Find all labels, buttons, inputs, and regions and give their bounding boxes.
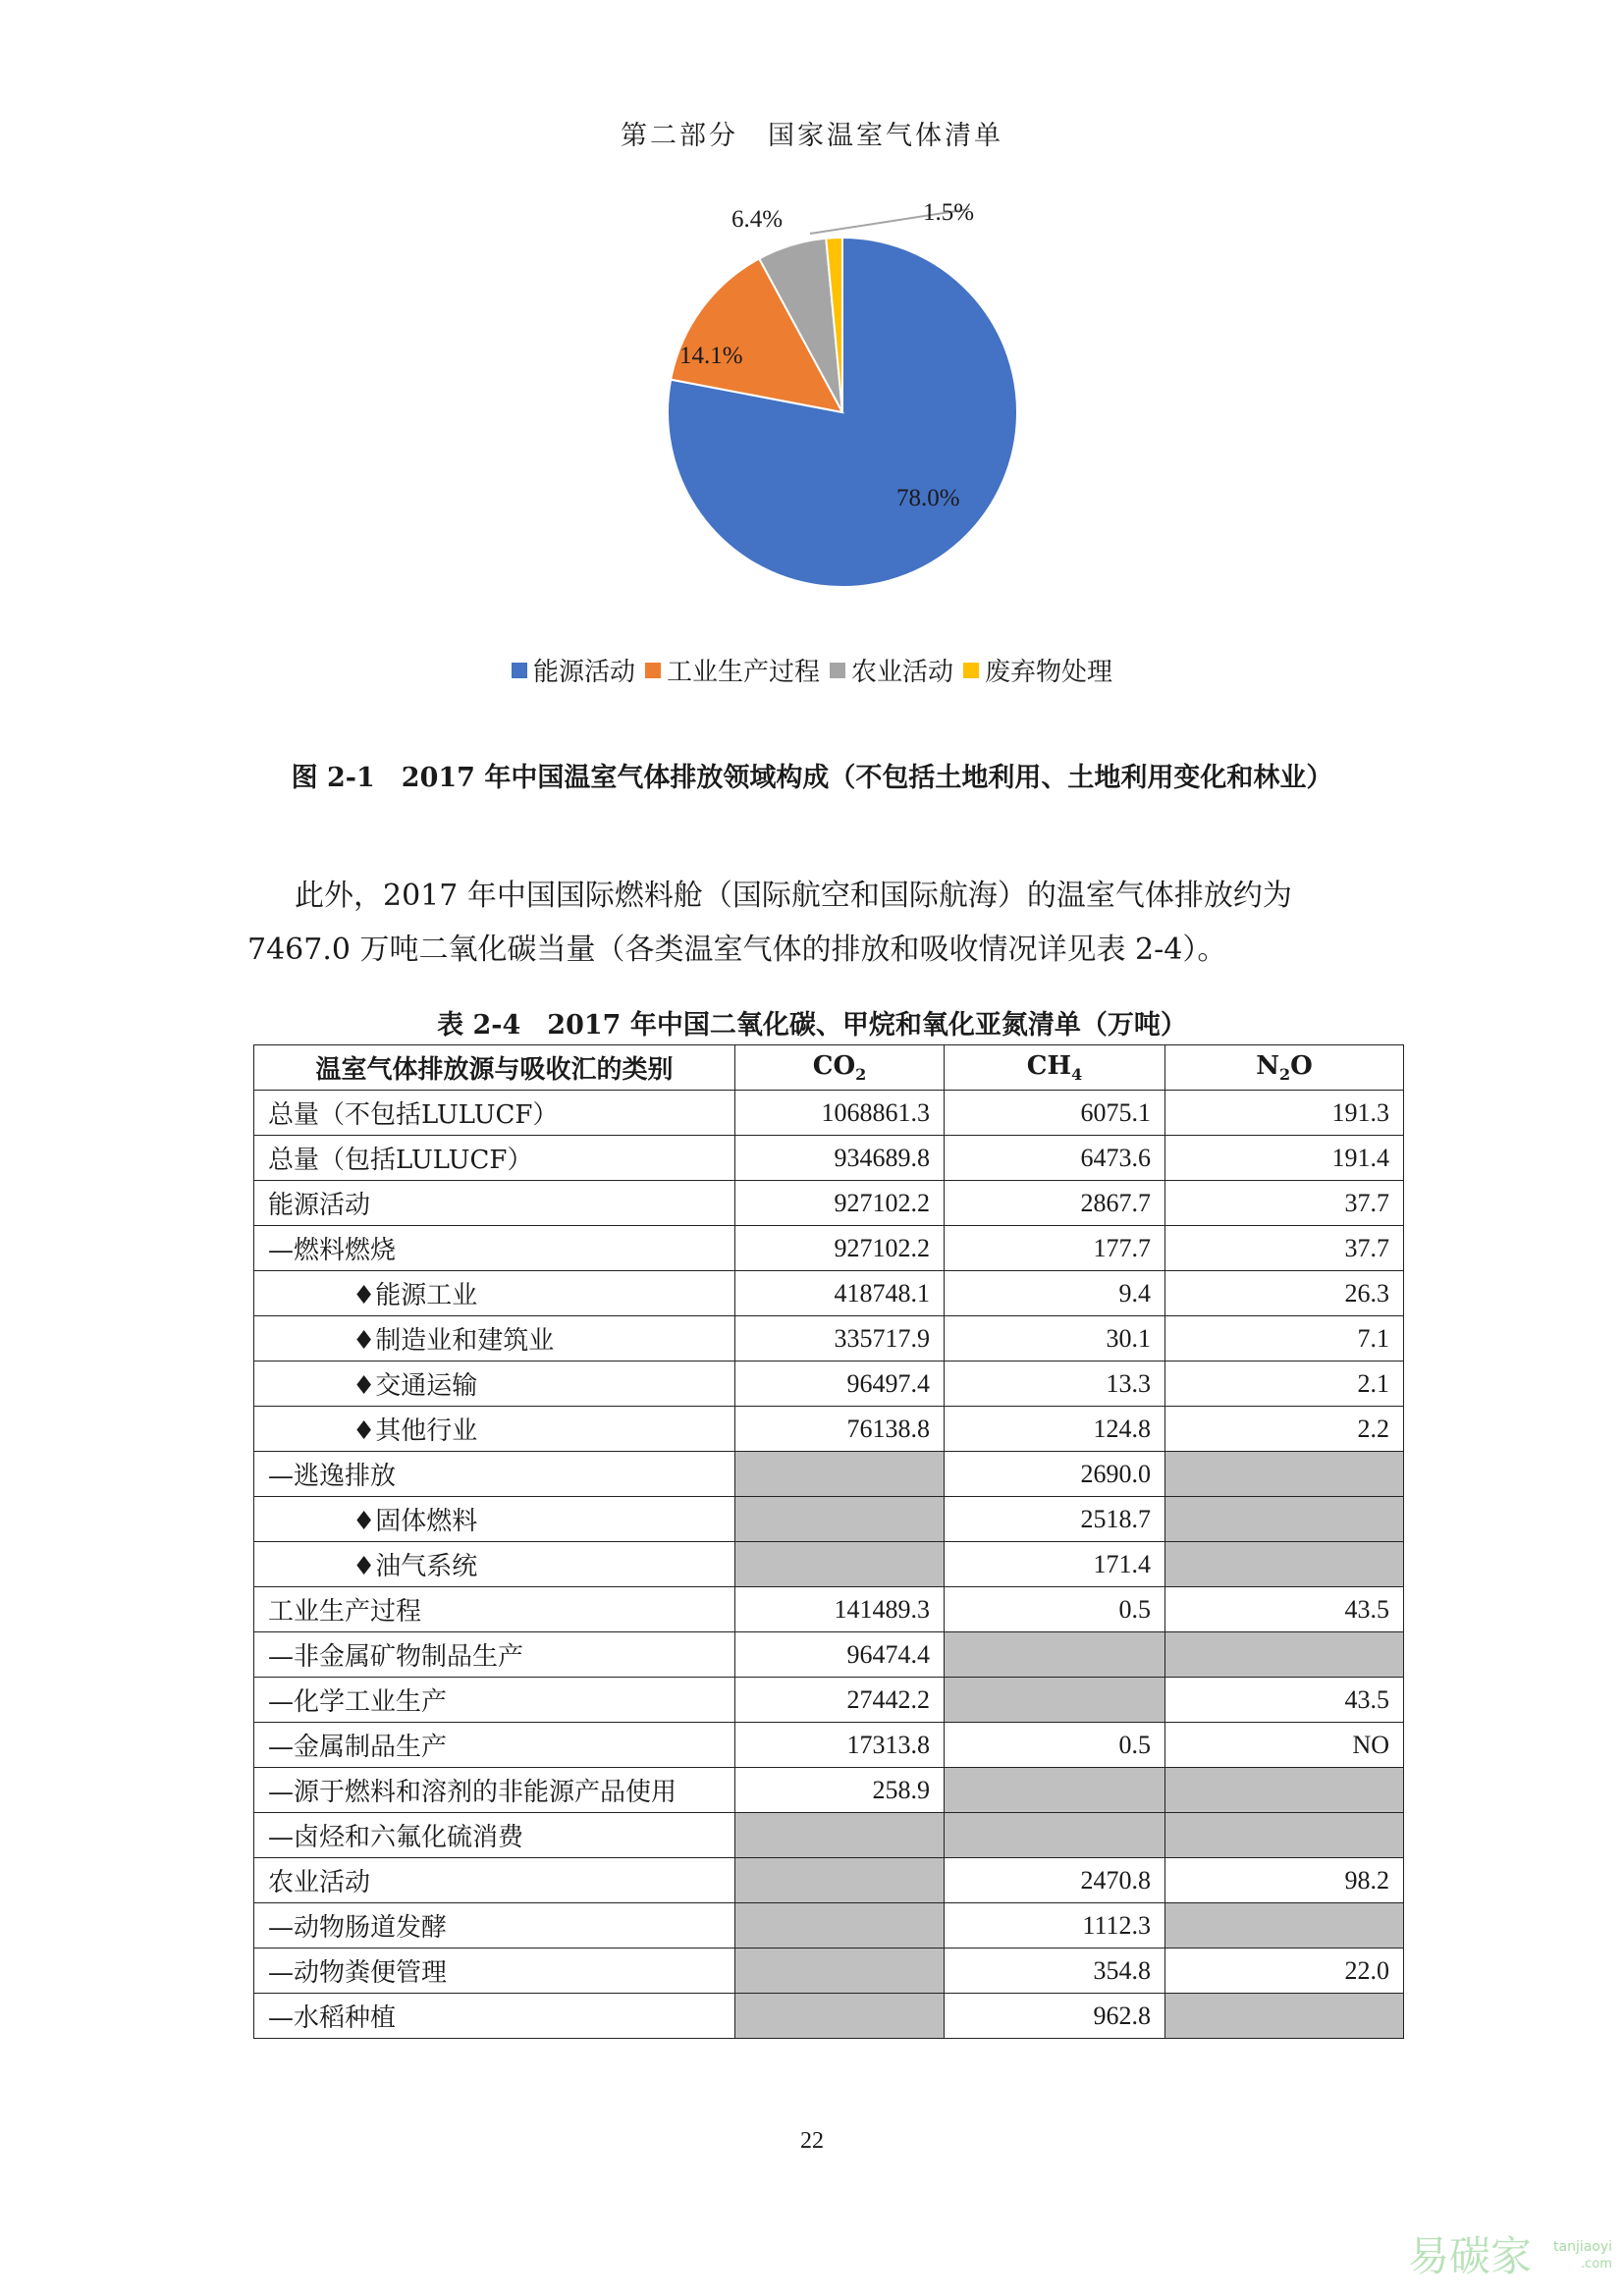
cell-n2o: 43.5 — [1165, 1587, 1404, 1632]
row-label: —动物肠道发酵 — [254, 1903, 735, 1949]
table-caption: 表 2-4 2017 年中国二氧化碳、甲烷和氧化亚氮清单（万吨） — [437, 1010, 1187, 1041]
cell-n2o: NO — [1165, 1723, 1404, 1768]
cell-n2o — [1165, 1497, 1404, 1542]
legend-swatch — [512, 663, 527, 678]
body-paragraph — [247, 869, 1406, 977]
cell-ch4: 9.4 — [945, 1271, 1165, 1316]
cell-co2: 27442.2 — [735, 1678, 945, 1723]
cell-co2 — [735, 1497, 945, 1542]
figure-caption: 图 2-1 2017 年中国温室气体排放领域构成（不包括土地利用、土地利用变化和林业） — [291, 763, 1333, 793]
table-row — [254, 1362, 1404, 1407]
header-category: 温室气体排放源与吸收汇的类别 — [254, 1045, 735, 1091]
cell-co2 — [735, 1949, 945, 1994]
cell-co2 — [735, 1452, 945, 1497]
table-row — [254, 1452, 1404, 1497]
row-label: ♦制造业和建筑业 — [254, 1316, 735, 1362]
cell-n2o: 7.1 — [1165, 1316, 1404, 1362]
cell-ch4: 2690.0 — [945, 1452, 1165, 1497]
table-row — [254, 1407, 1404, 1452]
cell-ch4: 177.7 — [945, 1226, 1165, 1271]
cell-ch4: 171.4 — [945, 1542, 1165, 1587]
row-label: —卤烃和六氟化硫消费 — [254, 1813, 735, 1858]
cell-ch4: 6473.6 — [945, 1136, 1165, 1181]
cell-n2o — [1165, 1632, 1404, 1678]
row-label: —逃逸排放 — [254, 1452, 735, 1497]
pie-chart — [609, 201, 1051, 614]
cell-co2 — [735, 1858, 945, 1903]
cell-co2: 96497.4 — [735, 1362, 945, 1407]
row-label: ♦固体燃料 — [254, 1497, 735, 1542]
legend-swatch — [963, 663, 979, 678]
table-row — [254, 1678, 1404, 1723]
row-label: —金属制品生产 — [254, 1723, 735, 1768]
legend-label: 农业活动 — [851, 658, 954, 687]
cell-co2: 141489.3 — [735, 1587, 945, 1632]
page-number: 22 — [800, 2128, 824, 2154]
cell-co2: 335717.9 — [735, 1316, 945, 1362]
cell-n2o: 2.2 — [1165, 1407, 1404, 1452]
cell-ch4 — [945, 1813, 1165, 1858]
table-row — [254, 1723, 1404, 1768]
table-row — [254, 1949, 1404, 1994]
table-row — [254, 1903, 1404, 1949]
cell-ch4 — [945, 1768, 1165, 1813]
cell-co2 — [735, 1542, 945, 1587]
legend-swatch — [830, 663, 845, 678]
legend-item-industry — [645, 652, 820, 688]
row-label: —源于燃料和溶剂的非能源产品使用 — [254, 1768, 735, 1813]
row-label: ♦交通运输 — [254, 1362, 735, 1407]
row-label: —动物粪便管理 — [254, 1949, 735, 1994]
cell-co2: 927102.2 — [735, 1226, 945, 1271]
table-row — [254, 1542, 1404, 1587]
cell-co2: 1068861.3 — [735, 1091, 945, 1136]
table-row — [254, 1226, 1404, 1271]
watermark-dot: .com — [1581, 2257, 1612, 2271]
cell-ch4: 13.3 — [945, 1362, 1165, 1407]
table-row — [254, 1858, 1404, 1903]
header-ch4: $CH_4$ — [945, 1045, 1165, 1091]
legend-label: 能源活动 — [532, 658, 635, 687]
table-row — [254, 1271, 1404, 1316]
cell-n2o — [1165, 1542, 1404, 1587]
header-n2o: $N_2O$ — [1165, 1045, 1404, 1091]
cell-ch4: 2470.8 — [945, 1858, 1165, 1903]
cell-co2: 927102.2 — [735, 1181, 945, 1226]
cell-ch4: 354.8 — [945, 1949, 1165, 1994]
row-label: —水稻种植 — [254, 1994, 735, 2039]
row-label: —非金属矿物制品生产 — [254, 1632, 735, 1678]
cell-n2o: 37.7 — [1165, 1181, 1404, 1226]
cell-n2o: 37.7 — [1165, 1226, 1404, 1271]
cell-ch4 — [945, 1632, 1165, 1678]
watermark-sub: tanjiaoyi — [1553, 2239, 1613, 2255]
cell-ch4: 2518.7 — [945, 1497, 1165, 1542]
cell-ch4: 962.8 — [945, 1994, 1165, 2039]
table-header-row — [254, 1045, 1404, 1091]
row-label: ♦其他行业 — [254, 1407, 735, 1452]
row-label: ♦能源工业 — [254, 1271, 735, 1316]
watermark-logo — [1406, 2226, 1622, 2285]
row-label: —化学工业生产 — [254, 1678, 735, 1723]
legend-label: 废弃物处理 — [985, 658, 1113, 687]
row-label: 总量（包括LULUCF） — [254, 1136, 735, 1181]
legend-item-agriculture — [830, 652, 953, 688]
chart-legend — [0, 652, 1624, 688]
table-row — [254, 1994, 1404, 2039]
paragraph-line: 7467.0 万吨二氧化碳当量（各类温室气体的排放和吸收情况详见表 2-4）。 — [247, 933, 1227, 967]
cell-ch4 — [945, 1678, 1165, 1723]
table-row — [254, 1587, 1404, 1632]
cell-ch4: 1112.3 — [945, 1903, 1165, 1949]
header-co2: $CO_2$ — [735, 1045, 945, 1091]
legend-item-waste — [963, 652, 1112, 688]
row-label: 农业活动 — [254, 1858, 735, 1903]
cell-n2o — [1165, 1452, 1404, 1497]
emissions-table — [253, 1044, 1404, 2039]
row-label: 工业生产过程 — [254, 1587, 735, 1632]
cell-n2o: 191.3 — [1165, 1091, 1404, 1136]
slice-label-industry: 14.1% — [679, 343, 743, 369]
cell-n2o — [1165, 1813, 1404, 1858]
running-header: 第二部分 国家温室气体清单 — [621, 121, 1003, 151]
row-label: 总量（不包括LULUCF） — [254, 1091, 735, 1136]
row-label: 能源活动 — [254, 1181, 735, 1226]
cell-n2o — [1165, 1994, 1404, 2039]
cell-n2o — [1165, 1768, 1404, 1813]
table-row — [254, 1316, 1404, 1362]
table-row — [254, 1768, 1404, 1813]
cell-ch4: 2867.7 — [945, 1181, 1165, 1226]
cell-co2: 96474.4 — [735, 1632, 945, 1678]
slice-label-agriculture: 6.4% — [731, 206, 784, 233]
legend-label: 工业生产过程 — [666, 658, 820, 687]
row-label: —燃料燃烧 — [254, 1226, 735, 1271]
table-row — [254, 1813, 1404, 1858]
cell-n2o: 98.2 — [1165, 1858, 1404, 1903]
table-row — [254, 1181, 1404, 1226]
cell-ch4: 0.5 — [945, 1587, 1165, 1632]
table-row — [254, 1632, 1404, 1678]
cell-co2 — [735, 1994, 945, 2039]
cell-ch4: 6075.1 — [945, 1091, 1165, 1136]
legend-swatch — [645, 663, 661, 678]
slice-label-waste: 1.5% — [923, 201, 975, 226]
cell-co2: 934689.8 — [735, 1136, 945, 1181]
cell-n2o: 191.4 — [1165, 1136, 1404, 1181]
cell-n2o: 2.1 — [1165, 1362, 1404, 1407]
legend-item-energy — [512, 652, 635, 688]
cell-n2o — [1165, 1903, 1404, 1949]
cell-ch4: 0.5 — [945, 1723, 1165, 1768]
table-row — [254, 1091, 1404, 1136]
cell-co2 — [735, 1813, 945, 1858]
cell-ch4: 124.8 — [945, 1407, 1165, 1452]
table-row — [254, 1497, 1404, 1542]
table-row — [254, 1136, 1404, 1181]
cell-co2: 418748.1 — [735, 1271, 945, 1316]
watermark-main: 易碳家 — [1408, 2232, 1533, 2280]
cell-ch4: 30.1 — [945, 1316, 1165, 1362]
cell-co2 — [735, 1903, 945, 1949]
cell-n2o: 22.0 — [1165, 1949, 1404, 1994]
cell-co2: 258.9 — [735, 1768, 945, 1813]
cell-co2: 76138.8 — [735, 1407, 945, 1452]
cell-n2o: 26.3 — [1165, 1271, 1404, 1316]
row-label: ♦油气系统 — [254, 1542, 735, 1587]
paragraph-line: 此外，2017 年中国国际燃料舱（国际航空和国际航海）的温室气体排放约为 — [295, 879, 1292, 913]
cell-co2: 17313.8 — [735, 1723, 945, 1768]
cell-n2o: 43.5 — [1165, 1678, 1404, 1723]
slice-label-energy: 78.0% — [896, 485, 960, 511]
